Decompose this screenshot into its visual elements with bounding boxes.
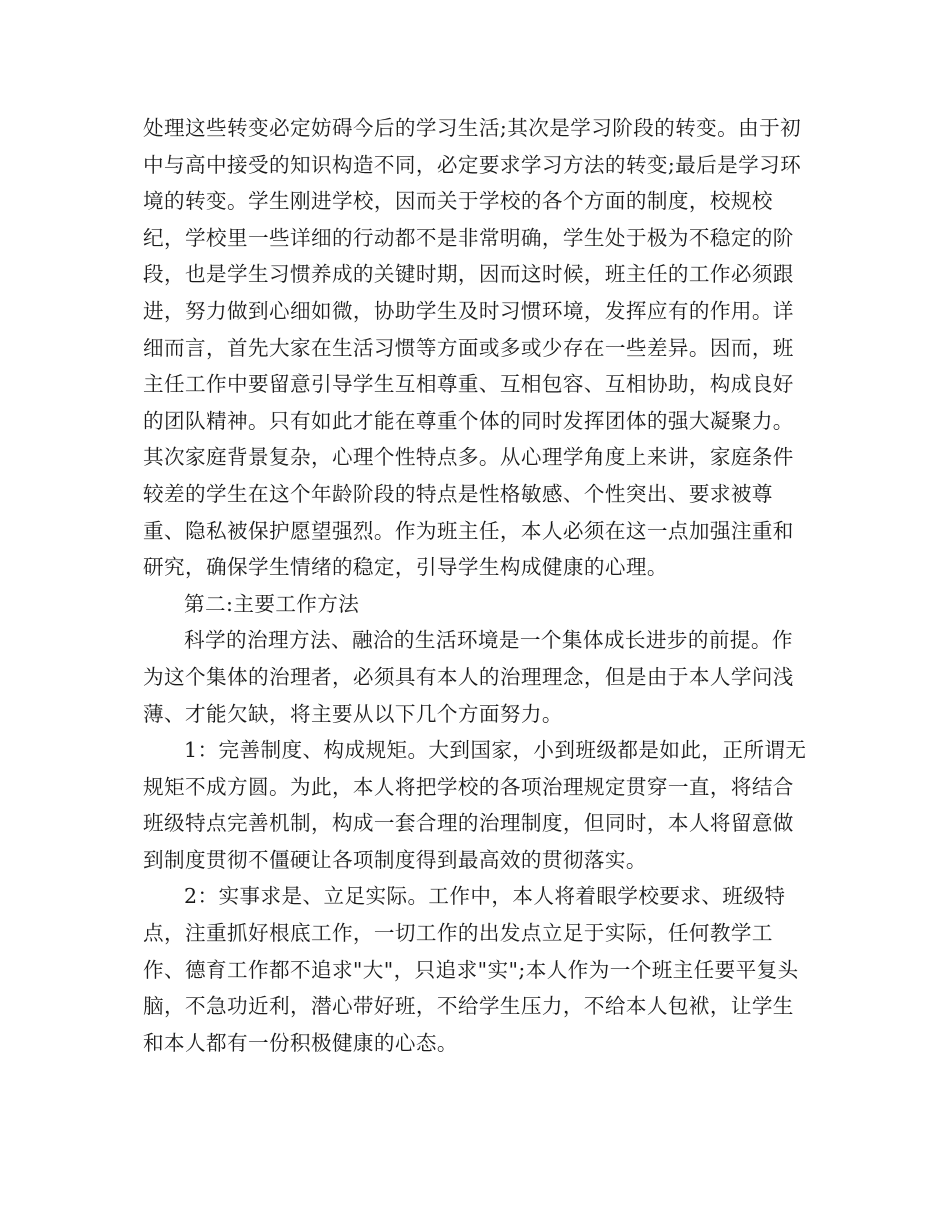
paragraph-point-2: 2：实事求是、立足实际。工作中，本人将着眼学校要求、班级特点，注重抓好根底工作，一切工作的出发点立足于实际，任何教学工作、德育工作都不追求"大"，只追求"实";本人作为一个班主任要平复头脑，不急功近利，潜心带好班，不给学生压力，不给本人包袱，让学生和本人都有一份积极健康的心态。 [143, 884, 799, 1055]
section-heading-main-methods: 第二:主要工作方法 [184, 591, 360, 616]
paragraph-continuation: 处理这些转变必定妨碍今后的学习生活;其次是学习阶段的转变。由于初中与高中接受的知识构造不同，必定要求学习方法的转变;最后是学习环境的转变。学生刚进学校，因而关于学校的各个方面的制度，校规校纪，学校里一些详细的行动都不是非常明确，学生处于极为不稳定的阶段，也是学生习惯养成的关键时期，因而这时候，班主任的工作必须跟进，努力做到心细如微，协助学生及时习惯环境，发挥应有的作用。详细而言，首先大家在生活习惯等方面或多或少存在一些差异。因而，班主任工作中要留意引导学生互相尊重、互相包容、互相协助，构成良好的团队精神。只有如此才能在尊重个体的同时发挥团体的强大凝聚力。其次家庭背景复杂，心理个性特点多。从心理学角度上来讲，家庭条件较差的学生在这个年龄阶段的特点是性格敏感、个性突出、要求被尊重、隐私被保护愿望强烈。作为班主任，本人必须在这一点加强注重和研究，确保学生情绪的稳定，引导学生构成健康的心理。 [143, 116, 802, 580]
paragraph-point-1: 1：完善制度、构成规矩。大到国家，小到班级都是如此，正所谓无规矩不成方圆。为此，本人将把学校的各项治理规定贯穿一直，将结合班级特点完善机制，构成一套合理的治理制度，但同时，本人将留意做到制度贯彻不僵硬让各项制度得到最高效的贯彻落实。 [143, 738, 807, 872]
document-body [143, 110, 813, 1061]
paragraph-management-intro: 科学的治理方法、融洽的生活环境是一个集体成长进步的前提。作为这个集体的治理者，必须具有本人的治理理念，但是由于本人学问浅薄、才能欠缺，将主要从以下几个方面努力。 [143, 628, 794, 726]
